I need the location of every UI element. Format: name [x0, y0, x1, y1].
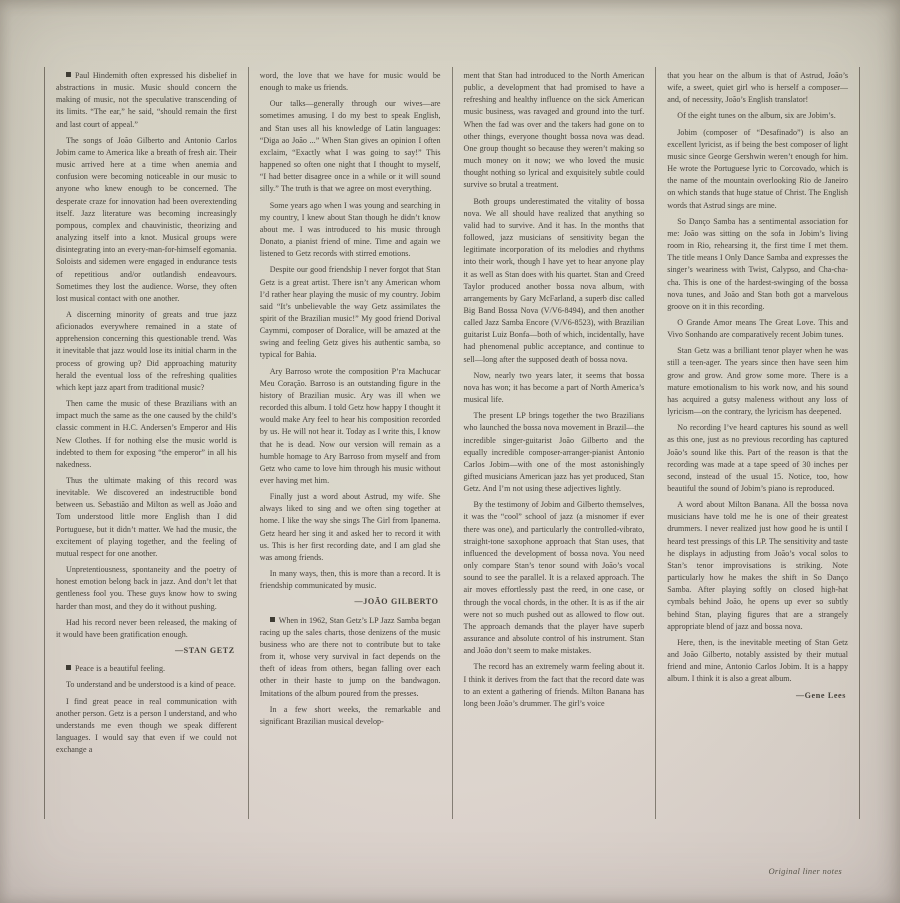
paragraph: Our talks—generally through our wives—are sometimes amusing. I do my best to speak English, and Stan uses all his knowledge of Latin languages: “Diga ao João ...” When Stan gives an opinion I often exclaim, “Exactly what I was going to say!” This happened so often one night that I thought to myself, “I had better disagree once in a while or it will sound silly.” The truth is that we agree on most everything.: [259, 99, 441, 194]
paragraph: The songs of João Gilberto and Antonio Carlos Jobim came to America like a breath of fresh air. Their music arrived here at a time when anemia and confusion were becoming noticeable in our music to anyone who knew enough to be concerned. The desperate craze for innovation had been overextending itself. Jazz literature was becoming increasingly pompous, complex and chauvinistic, theorizing and analyzing itself into a knot. Musical groups were disintegrating into an every-man-for-himself egomania. Soloists and sidemen were engaged in endurance tests of repetitious and/or outlandish endeavours. Sometimes they lost the audience. Worse, they often lost musical contact with one another.: [56, 135, 237, 303]
paragraph: Peace is a beautiful feeling.: [56, 663, 237, 675]
paragraph: No recording I’ve heard captures his sound as well as this one, just as no previous recording has captured João’s sound like this. Part of the reason is that the recording was made at a tape speed of 30 inches per second, instead of the usual 15. Notice, too, how beautiful the sound of Jobim’s piano is reproduced.: [667, 423, 848, 493]
paragraph: The record has an extremely warm feeling about it. I think it derives from the fact that the record date was to an extent a gathering of friends. Milton Banana has long been João’s drummer. The girl’s voice: [463, 662, 645, 708]
paragraph: Despite our good friendship I never forgot that Stan Getz is a great artist. There isn’t any American whom I’d rather hear playing the music of my country. Jobim said “It’s unbelievable the way Getz assimilates the spirit of the Brazilian music!” My good friend Dorival Caymmi, composer of Doralice, will be amazed at the swing and feeling Getz gives his authentic samba, so typical for Bahia.: [259, 265, 441, 360]
signature: —Gene Lees: [795, 690, 846, 700]
paragraph: By the testimony of Jobim and Gilberto themselves, it was the “cool” school of jazz (a misnomer if ever there was one), and particularly the controlled-vibrato, straight-tone saxophone approach that Stan uses, that influenced the development of bossa nova. You need only compare Stan’s tenor sound with João’s vocal sound to see the parallel. It is a relaxed approach. The air moves effortlessly past the reed, in one case, or through the vocal chords, in the other. It is as if the air were not so much pushed out as allowed to flow out. The approach demands that the player have superb assurance and absolute control of his instrument. Stan and João don’t seem to make mistakes.: [463, 500, 645, 656]
paragraph: that you hear on the album is that of Astrud, João’s wife, a sweet, quiet girl who is herself a composer—and, of necessity, João’s English translator!: [667, 71, 848, 105]
column-4: [656, 67, 859, 819]
liner-notes-text-block: [44, 67, 860, 819]
paragraph: Some years ago when I was young and searching in my country, I knew about Stan though he didn’t know about me. I was introduced to his music through Donato, a pianist friend of mine. Time and again we listened to Getz records with stirred emotions.: [259, 200, 441, 259]
paragraph: In many ways, then, this is more than a record. It is friendship communicated by music.: [259, 569, 441, 591]
paragraph: Had his record never been released, the making of it would have been gratification enough.: [56, 617, 237, 639]
paragraph: In a few short weeks, the remarkable and significant Brazilian musical develop-: [259, 704, 441, 726]
paragraph: O Grande Amor means The Great Love. This and Vivo Sonhando are comparatively recent Jobim tunes.: [667, 317, 848, 340]
paragraph: The present LP brings together the two Brazilians who launched the bossa nova movement in Brazil—the incredible singer-guitarist João Gilberto and the equally incredible composer-arranger-pianist Antonio Carlos Jobim—with one of the most astonishingly gifted musicians American jazz has yet produced, Stan Getz. And I’m not using these adjectives lightly.: [463, 411, 645, 494]
paragraph: Here, then, is the inevitable meeting of Stan Getz and João Gilberto, notably assisted by their mutual friend and mine, Antonio Carlos Jobim. It is a happy album. I think it is also a great album.: [667, 637, 848, 684]
column-1: [45, 67, 249, 819]
paragraph: Then came the music of these Brazilians with an impact much the same as the one caused by the child’s classic comment in H.C. Andersen’s Emperor and His New Clothes. If for nothing else the music world is indebted to them for exposing “the emperor” in all his nakedness.: [56, 399, 237, 469]
paragraph: Now, nearly two years later, it seems that bossa nova has won; it has become a part of North America’s musical life.: [463, 370, 645, 405]
paragraph: When in 1962, Stan Getz’s LP Jazz Samba began racing up the sales charts, those denizens of the music business who are there not to contribute but to take from it, whose very survival in fact depends on the theft of ideas from others, began falling over each other in their haste to jump on the bandwagon. Imitations of the album poured from the presses.: [259, 615, 441, 698]
signature: —STAN GETZ: [174, 646, 235, 656]
paragraph: I find great peace in real communication with another person. Getz is a person I understand, and who understands me even though we speak different languages. I would say that even if we could not exchange a: [56, 696, 237, 755]
paragraph: So Danço Samba has a sentimental association for me: João was sitting on the sofa in Jobim’s living room in Rio, rehearsing it, the first time I met them. The title means I Only Dance Samba and expresses the singer’s weariness with Twist, Calypso, and Cha-cha-cha. This is one of the hardest-swinging of the bossa nova tunes, and João and Stan both got a marvelous groove on it in this recording.: [667, 216, 848, 311]
column-2: [249, 67, 453, 819]
paragraph: Unpretentiousness, spontaneity and the poetry of honest emotion belong back in jazz. And don’t let that gentleness fool you. These guys know how to swing harder than most, and they do it without pushing.: [56, 565, 237, 611]
paragraph: Jobim (composer of “Desafinado”) is also an excellent lyricist, as if being the best composer of light music since George Gershwin weren’t enough for him. He wrote the Portuguese lyric to Corcovado, which is the name of the mountain overlooking Rio de Janeiro on which stands that huge statue of Christ. The English words that Astrud sings are mine.: [667, 127, 848, 210]
paragraph: To understand and be understood is a kind of peace.: [66, 680, 236, 690]
paragraph: Thus the ultimate making of this record was inevitable. We discovered an indestructible bond between us. Sebastião and Milton as well as João and Tom understood little more English than I did Portuguese, but it didn’t matter. We had the music, the excitement of playing together, and the feeling of mutual respect for one another.: [56, 476, 237, 558]
paragraph: word, the love that we have for music would be enough to make us friends.: [259, 71, 441, 93]
paragraph: Of the eight tunes on the album, six are Jobim’s.: [677, 111, 836, 121]
paragraph: Ary Barroso wrote the composition P’ra Machucar Meu Coração. Barroso is an outstanding figure in the history of Brazilian music. Ary was ill when we recorded this album. I told Getz how happy I thought it would make Ary feel to hear his composition recorded by us. He will not hear it. Today as I write this, I know that he is dead. Now our version will remain as a humble homage to Ary Barroso from myself and from Getz who came to love him through his music without ever having met him.: [259, 366, 441, 485]
paragraph: Both groups underestimated the vitality of bossa nova. We all should have realized that anything so valid had to survive. And it has. In the months that followed, jazz musicians of sensitivity began the legitimate incorporation of its melodies and rhythms into their work, though I have yet to hear anyone play it as well as Stan does with his quartet. Stan and Creed Taylor produced another bossa nova album, with arrangements by Gary McFarland, a superb disc called Big Band Bossa Nova (V/V6-8494), and then another called Jazz Samba Encore (V/V6-8523), with Brazilian guitarist Luiz Bonfa—both of which, incidentally, have had phenomenal public acceptance, and continue to sell—long after the supposed death of bossa nova.: [463, 196, 645, 364]
section-marker-icon: [66, 665, 71, 670]
paragraph: A discerning minority of greats and true jazz aficionados everywhere remained in a state of apprehension concerning this questionable trend. Was it inevitable that jazz would lose its initial charm in the process of growing up? Did approaching maturity herald the eventual loss of the refreshing qualities which kept jazz apart from traditional music?: [56, 309, 237, 392]
section-marker-icon: [270, 617, 275, 622]
column-3: [453, 67, 657, 819]
paragraph: Finally just a word about Astrud, my wife. She always liked to sing and we often sing together at home. I like the way she sings The Girl from Ipanema. Getz heard her sing it and asked her to record it with us. This is her first recording date, and I am glad she was among friends.: [259, 492, 441, 562]
paragraph: A word about Milton Banana. All the bossa nova musicians have told me he is one of their greatest drummers. I never realized just how good he is until I heard test pressings of this LP. The sensitivity and taste he displays in adjusting from João’s vocal solos to Stan’s tenor improvisations is striking. Note particularly how he makes the shift in So Danço Samba. After playing softly on closed high-hat cymbals behind João, he opens up ever so subtly behind Stan, playing figures that are a strangely appropriate blend of jazz and bossa nova.: [667, 500, 848, 631]
section-marker-icon: [66, 72, 71, 77]
paragraph: Stan Getz was a brilliant tenor player when he was still a teen-ager. The years since then have seen him grow and grow. And grow some more. There is a mature emotionalism to his work now, and his sound has acquired a gutsy maleness without any loss of lyricism—on the contrary, the lyricism has deepened.: [667, 346, 848, 417]
paragraph: ment that Stan had introduced to the North American public, a development that had promised to have a refreshing and healthy influence on the sick American music business, was ravaged and ground into the turf. When the fad was over and the takers had gone on to other things, everyone thought bossa nova was dead. One group thought so because they weren’t making so much money on it now; we who loved the music thought nothing so lyrical and exquisitely subtle could survive so brutal a treatment.: [463, 71, 645, 190]
paragraph: Paul Hindemith often expressed his disbelief in abstractions in music. Music should concern the making of music, not the speculative transcending of its limits. “The ear,” he said, “should remain the first and last court of appeal.”: [56, 71, 237, 129]
original-liner-notes-caption: Original liner notes: [768, 866, 842, 876]
signature: —JOÃO GILBERTO: [354, 597, 439, 607]
